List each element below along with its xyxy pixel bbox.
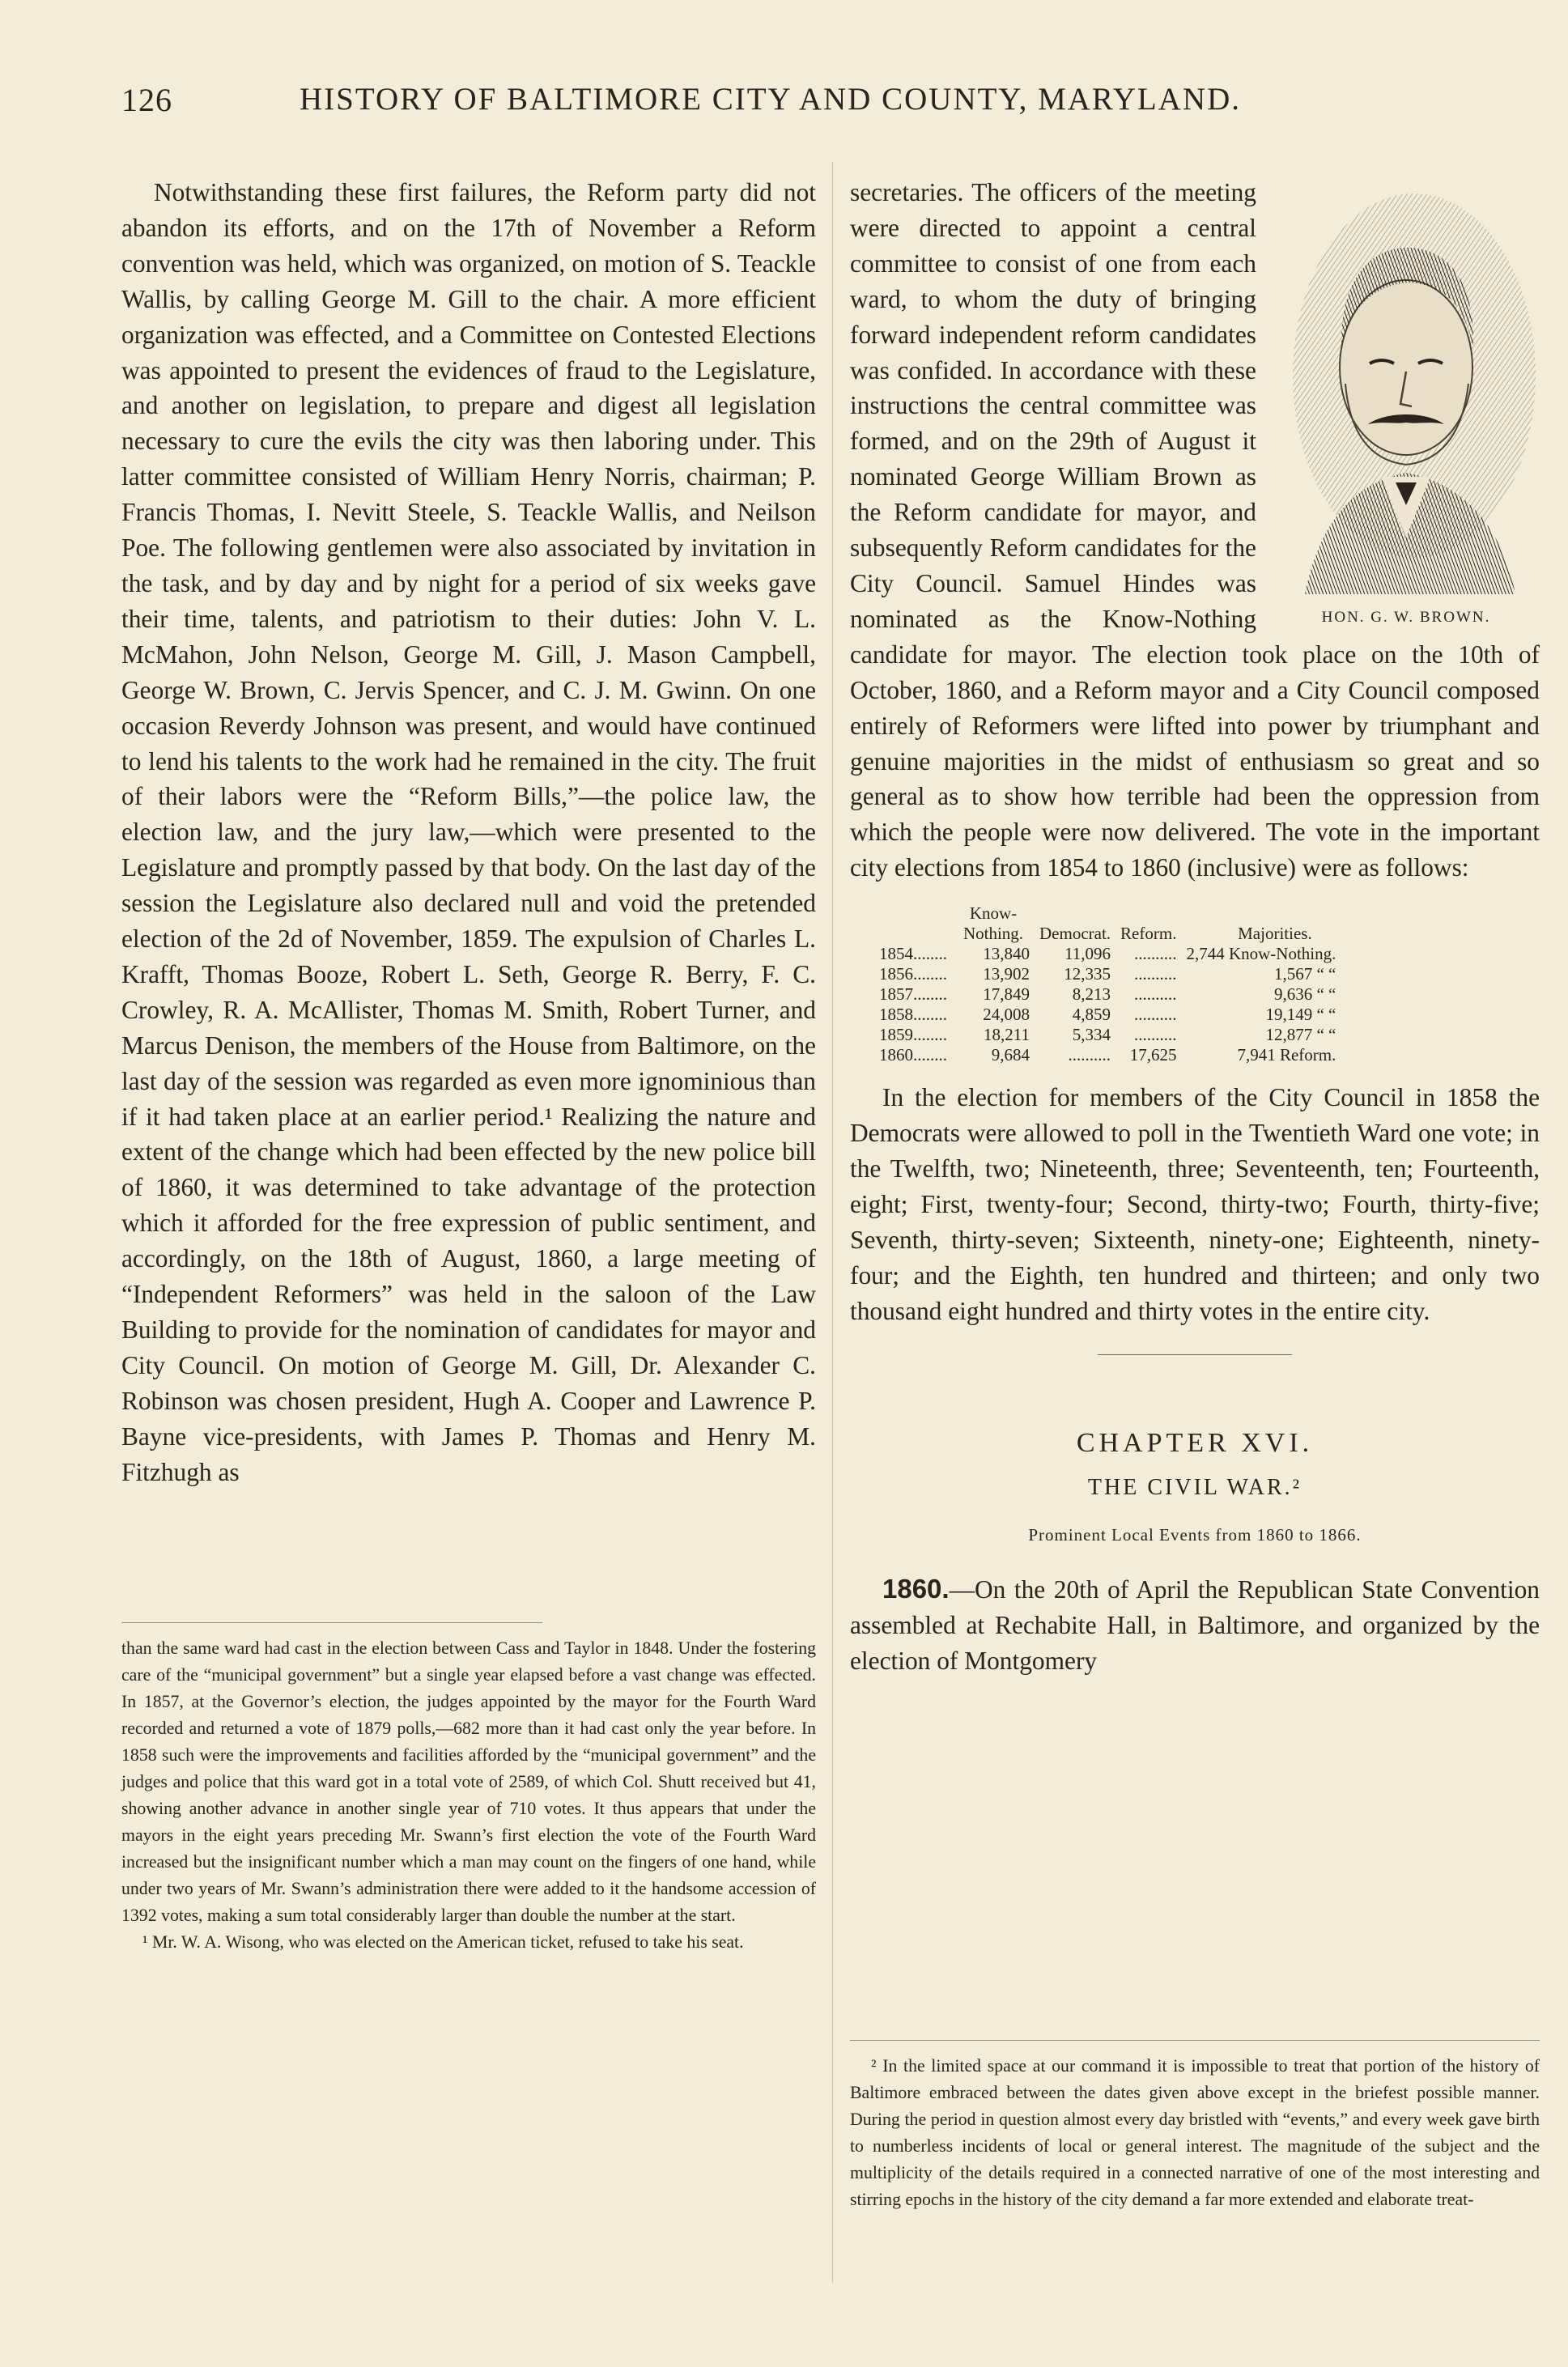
body-paragraph: Notwithstanding these first failures, the Reform party did not abandon its efforts, and on the 17th of November a Reform convention was held, which was organized, on motion of S. Teackle Wallis, by calling George M. Gill to the chair. A more efficient organization was effected, and a Committee on Contested Elections was appointed to present the evidences of fraud to the Legislature, and another on legislation, to prepare and digest all legislation necessary to cure the evils the city was then laboring under. This latter committee consisted of William Henry Norris, chairman; P. Francis Thomas, I. Nevitt Steele, S. Teackle Wallis, and Neilson Poe. The following gentlemen were also associated by invitation in the task, and by day and by night for a period of six weeks gave their time, talents, and patriotism to their duties: John V. L. McMahon, John Nelson, George M. Gill, J. Mason Campbell, George W. Brown, C. Jervis Spencer, and C. J. M. Gwinn. On one occasion Reverdy Johnson was present, and would have continued to lend his talents to the work had he remained in the city. The fruit of their labors were the “Reform Bills,”—the police law, the election law, and the jury law,—which were presented to the Legislature and promptly passed by that body. On the last day of the session the Legislature also declared null and void the pretended election of the 2d of November, 1859. The expulsion of Charles L. Krafft, Thomas Booze, Robert L. Seth, George R. Berry, F. C. Crowley, R. A. McAllister, Thomas M. Smith, Robert Turner, and Marcus Denison, the members of the House from Baltimore, on the last day of the session was regarded as even more ignominious than if it had taken place at an earlier period.¹ Realizing the nature and extent of the change which had been effected by the new police bill of 1860, it was determined to take advantage of the protection which it afforded for the free expression of public sentiment, and accordingly, on the 18th of August, 1860, a large meeting of “Independent Reformers” was held in the saloon of the Law Building to provide for the nomination of candidates for mayor and City Council. On motion of George M. Gill, Dr. Alexander C. Robinson was chosen president, Hugh A. Cooper and Lawrence P. Bayne vice-presidents, with James P. Thomas and Henry M. Fitzhugh as <box>121 178 816 1486</box>
table-cell: 8,213 <box>1072 984 1111 1005</box>
portrait-caption: HON. G. W. BROWN. <box>1321 609 1491 626</box>
table-cell: 1860........ <box>879 1045 947 1065</box>
column-divider <box>832 162 833 2283</box>
table-row <box>874 984 1341 1005</box>
table-row <box>874 1005 1341 1025</box>
table-cell: .......... <box>1068 1045 1111 1065</box>
left-column <box>121 175 816 1490</box>
table-cell: 4,859 <box>1072 1005 1111 1025</box>
table-cell: 17,849 <box>983 984 1030 1005</box>
lead-year: 1860. <box>882 1574 950 1604</box>
table-cell: 17,625 <box>1129 1045 1177 1065</box>
chapter-note: Prominent Local Events from 1860 to 1866. <box>1028 1525 1362 1545</box>
table-cell: .......... <box>1133 944 1177 964</box>
table-cell: 13,902 <box>983 964 1030 984</box>
table-row <box>874 1025 1341 1045</box>
right-footnote <box>850 2053 1540 2213</box>
table-cell: 18,211 <box>984 1025 1030 1045</box>
page-number: 126 <box>121 82 172 118</box>
table-cell: 1854........ <box>879 944 947 964</box>
table-cell: 12,877 “ “ <box>1265 1025 1336 1045</box>
footnote-2: ² In the limited space at our command it is impossible to treat that portion of the history of Baltimore embraced between the dates given above except in the briefest possible manner. During the period in question almost every day bristled with “events,” and every week gave birth to numberless incidents of local or general interest. The magnitude of the subject and the multiplicity of the details required in a connected narrative of one of the most interesting and stirring epochs in the history of the city demand a far more extended and elaborate treat- <box>850 2056 1540 2209</box>
running-head: HISTORY OF BALTIMORE CITY AND COUNTY, MARYLAND. <box>300 82 1241 117</box>
table-cell: 11,096 <box>1064 944 1111 964</box>
body-paragraph: In the election for members of the City Council in 1858 the Democrats were allowed to poll in the Twentieth Ward one vote; in the Twelfth, two; Nineteenth, three; Seventeenth, ten; Fourteenth, eight; First, twenty-four; Second, thirty-two; Fourth, thirty-five; Seventh, thirty-seven; Sixteenth, ninety-one; Eighteenth, ninety-four; and the Eighth, ten hundred and thirteen; and only two thousand eight hundred and thirty votes in the entire city. <box>850 1083 1540 1325</box>
portrait-engraving-icon <box>1273 181 1540 594</box>
table-cell: 5,334 <box>1072 1025 1111 1045</box>
footnote-1: ¹ Mr. W. A. Wisong, who was elected on the American ticket, refused to take his seat. <box>142 1932 744 1952</box>
table-cell: 2,744 Know-Nothing. <box>1186 944 1336 964</box>
right-column <box>850 175 1540 1679</box>
chapter-lead-paragraph <box>850 1571 1540 1679</box>
table-cell: 13,840 <box>983 944 1030 964</box>
table-cell: 19,149 “ “ <box>1265 1005 1336 1025</box>
table-cell: 1856........ <box>879 964 947 984</box>
table-cell: 1859........ <box>879 1025 947 1045</box>
left-footnotes <box>121 1635 816 1956</box>
chapter-title: CHAPTER XVI. <box>1076 1428 1314 1459</box>
vote-header-cell: Majorities. <box>1238 924 1312 944</box>
vote-table-header <box>874 903 1341 944</box>
portrait <box>1273 181 1540 635</box>
table-cell: 7,941 Reform. <box>1237 1045 1336 1065</box>
table-cell: .......... <box>1133 984 1177 1005</box>
vote-table <box>874 903 1341 1065</box>
vote-header-cell: Know-Nothing. <box>962 903 1024 944</box>
section-rule <box>1098 1354 1292 1355</box>
page-header <box>0 81 1568 138</box>
footnote-continued: than the same ward had cast in the election between Cass and Taylor in 1848. Under the fostering care of the “municipal government” but a single year elapsed before a vast change was effected. In 1857, at the Governor’s election, the judges appointed by the mayor for the Fourth Ward recorded and returned a vote of 1879 polls,—682 more than it had cast only the year before. In 1858 such were the improvements and facilities afforded by the “municipal government” and the judges and police that this ward got in a total vote of 2589, of which Col. Shutt received but 41, showing another advance in another single year of 710 votes. It thus appears that under the mayors in the eight years preceding Mr. Swann’s first election the vote of the Fourth Ward increased but the insignificant number which a man may count on the fingers of one hand, while under two years of Mr. Swann’s administration there were added to it the handsome accession of 1392 votes, making a sum total considerably larger than double the number at the start. <box>121 1638 816 1925</box>
table-cell: 9,636 “ “ <box>1273 984 1336 1005</box>
body-paragraph: secretaries. The officers of the meeting were directed to appoint a central committee to consist of one from each ward, to whom the duty of bringing forward independent reform candidates was confided. In accordance with these instructions the central committee was formed, and on the 29th of August it nominated George William Brown as the Reform candidate for mayor, and subsequently Reform candidates for the City Council. Samuel Hindes was nominated as the Know-Nothing candidate for mayor. The election took place on the 10th of October, 1860, and a Reform mayor and a City Council composed entirely of Reformers were lifted into power by triumphant and genuine majorities in the midst of enthusiasm so great and so general as to show how terrible had been the oppression from which the people were now delivered. The vote in the important city elections from 1854 to 1860 (inclusive) were as follows: <box>850 178 1540 882</box>
table-cell: 1857........ <box>879 984 947 1005</box>
footnote-rule <box>850 2040 1540 2041</box>
table-cell: .......... <box>1133 964 1177 984</box>
table-row <box>874 1045 1341 1065</box>
table-cell: 12,335 <box>1064 964 1111 984</box>
table-cell: .......... <box>1133 1005 1177 1025</box>
vote-header-cell: Reform. <box>1120 924 1177 944</box>
chapter-subtitle: THE CIVIL WAR.² <box>1087 1475 1302 1501</box>
table-cell: 1,567 “ “ <box>1273 964 1336 984</box>
vote-header-cell <box>874 903 952 944</box>
vote-header-cell: Democrat. <box>1039 924 1111 944</box>
lead-text: —On the 20th of April the Republican State Convention assembled at Rechabite Hall, in Baltimore, and organized by the election of Montgomery <box>850 1575 1540 1676</box>
footnote-rule <box>121 1622 542 1623</box>
table-row <box>874 964 1341 984</box>
table-row <box>874 944 1341 964</box>
table-cell: 24,008 <box>983 1005 1030 1025</box>
table-cell: 9,684 <box>991 1045 1030 1065</box>
table-cell: .......... <box>1133 1025 1177 1045</box>
table-cell: 1858........ <box>879 1005 947 1025</box>
